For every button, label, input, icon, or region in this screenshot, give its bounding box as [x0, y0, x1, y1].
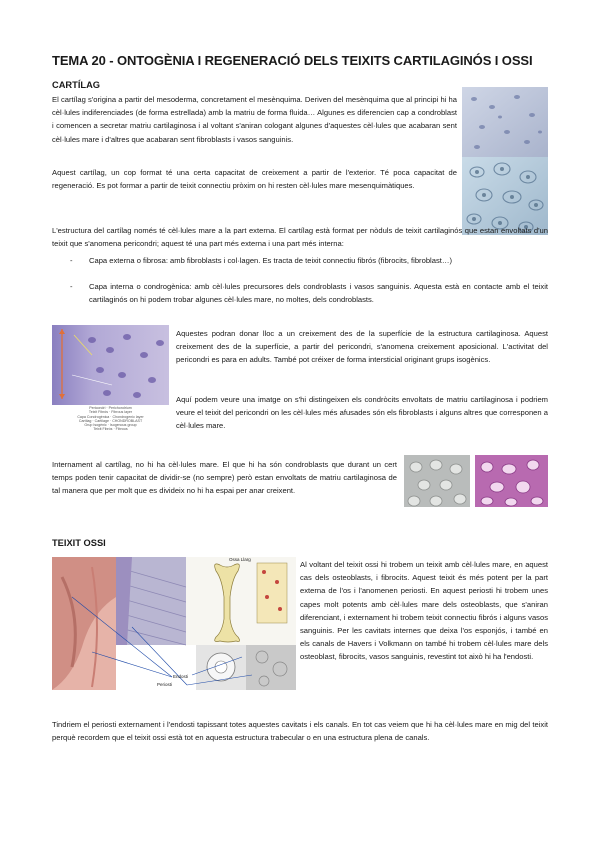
caption-line: Pericondri · Perichondrium: [89, 406, 132, 410]
bone-figure-composite: [52, 557, 296, 690]
paragraph-creixement-aposicional: Aquestes podran donar lloc a un creixement des de la superfície de la estructura cartilaginosa. Aquest creixement des de la superfície, a partir del pericondri, s'anomena creixement aposicional. L'activitat del pericondri es para en adults. També pot créixer de forma intersticial originant grups isogènics.: [176, 329, 548, 365]
paragraph-cartilag-growth: Aquest cartílag, un cop format té una certa capacitat de creixement a partir de l'exterior. Té poca capacitat de regeneració. Es pot formar a partir de teixit connectiu pròxim on hi resten cèl·lules mare mesenquimàtiques.: [52, 168, 457, 191]
bullet-capa-externa: Capa externa o fibrosa: amb fibroblasts i col·lagen. Es tracta de teixit connectiu fibrós (fibrocits, fibroblast…): [89, 256, 452, 265]
pericondri-caption: [52, 406, 169, 432]
bone-diagram-title: Ossa Llarg: [229, 557, 251, 562]
cartilage-pink-micrograph: [475, 455, 548, 507]
document-title: TEMA 20 - ONTOGÈNIA I REGENERACIÓ DELS TEIXITS CARTILAGINÓS I OSSI: [52, 53, 533, 68]
paragraph-periosti: Al voltant del teixit ossi hi trobem un teixit amb cèl·lules mare, en aquest cas dels osteoblasts, i fibrocits. Aquest teixit és més potent per la part externa de l'os i l'anomenen periosti. En aquest periosti hi trobem unes capes molt potents amb cèl·lules mare dels osteoblasts, que s'aniran diferenciant, i externament hi trobem teixit connectiu fibrós i alguns vasos sanguinis. Per les cavitats internes que deixa l'os esponjós, i també en els canals de Havers i Volkmann on també hi trobem cèl·lules mare dels osteoblast, fibrocits, vasos sanguinis, revestint tot això hi ha l'endosti.: [300, 560, 548, 662]
label-periosti: Periosti: [157, 682, 173, 687]
section-heading-cartilag: CARTÍLAG: [52, 80, 101, 90]
section-heading-teixit-ossi: TEIXIT OSSI: [52, 538, 106, 548]
caption-line: Teixit Fibrós · Fibrous: [93, 427, 128, 432]
label-endosti: Endosti: [173, 674, 189, 679]
paragraph-condrocits: Aquí podem veure una imatge on s'hi distingeixen els condròcits envoltats de matriu cartilaginosa i podriem veure el teixit del pericondri on les cèl·lules més afusades són els fibroblasts i alguns altres que corresponen a cèl·lules mare.: [176, 395, 548, 431]
paragraph-endosti: Tindriem el periosti externament i l'endosti tapissant totes aquestes cavitats i els canals. En tot cas veiem que hi ha cèl·lules mare en mig del teixit perquè recordem que el teixit ossi està tot en aquesta estructura trabecular o en una estructura plena de canals.: [52, 720, 548, 743]
paragraph-intern-cartilag: Internament al cartílag, no hi ha cèl·lules mare. El que hi ha són condroblasts que durant un cert temps poden tenir capacitat de dividir-se (no sempre) però estan envoltats de matriu cartilaginosa de tal manera que per molt que es divideix no hi ha espai per anar creixent.: [52, 460, 397, 496]
cartilage-grey-micrograph: [404, 455, 470, 507]
bullet-dash: -: [70, 256, 73, 265]
paragraph-cartilag-structure: L'estructura del cartílag només té cèl·lules mare a la part externa. El cartílag està format per nòduls de teixit cartilaginós que estan envoltats d'un teixit que s'anomena pericondri; aquest té una part més externa i una part més interna:: [52, 226, 548, 249]
paragraph-cartilag-origin: El cartílag s'origina a partir del mesoderma, concretament el mesènquima. Deriven del mesènquima que al principi hi ha cèl·lules indiferenciades (de forma estrellada) amb la matriu de forma fluida… Algunes es diferencien cap a condroblast i comencen a secretar matriu cartilaginosa i al voltant s'aniran cologant algunes d'aquestes cèl·lules que acabaran sent cèl·lules mare i d'altres que acabaran sent fibroblasts i vasos sanguinis.: [52, 95, 457, 144]
caption-line: Grup Isogènic · Isogenous group: [84, 423, 137, 428]
cartilage-micrograph-stack: [462, 87, 548, 235]
pericondri-micrograph: [52, 325, 169, 405]
caption-line: Capa Condrogènica · Chondrogenic layer: [77, 414, 144, 419]
bullet-dash: -: [70, 282, 73, 291]
caption-line: Teixit Fibrós · Fibrous layer: [88, 410, 133, 415]
caption-line: Cartílag · Cartilage · CHONDROBLAST: [78, 418, 143, 423]
bullet-capa-interna: Capa interna o condrogènica: amb cèl·lules precursores dels condroblasts i vasos sanguinis. Aquesta està en contacte amb el teixit cartilaginós on hi podem trobar algunes cèl·lules mare, no moltes, dels condroblasts.: [89, 282, 548, 305]
